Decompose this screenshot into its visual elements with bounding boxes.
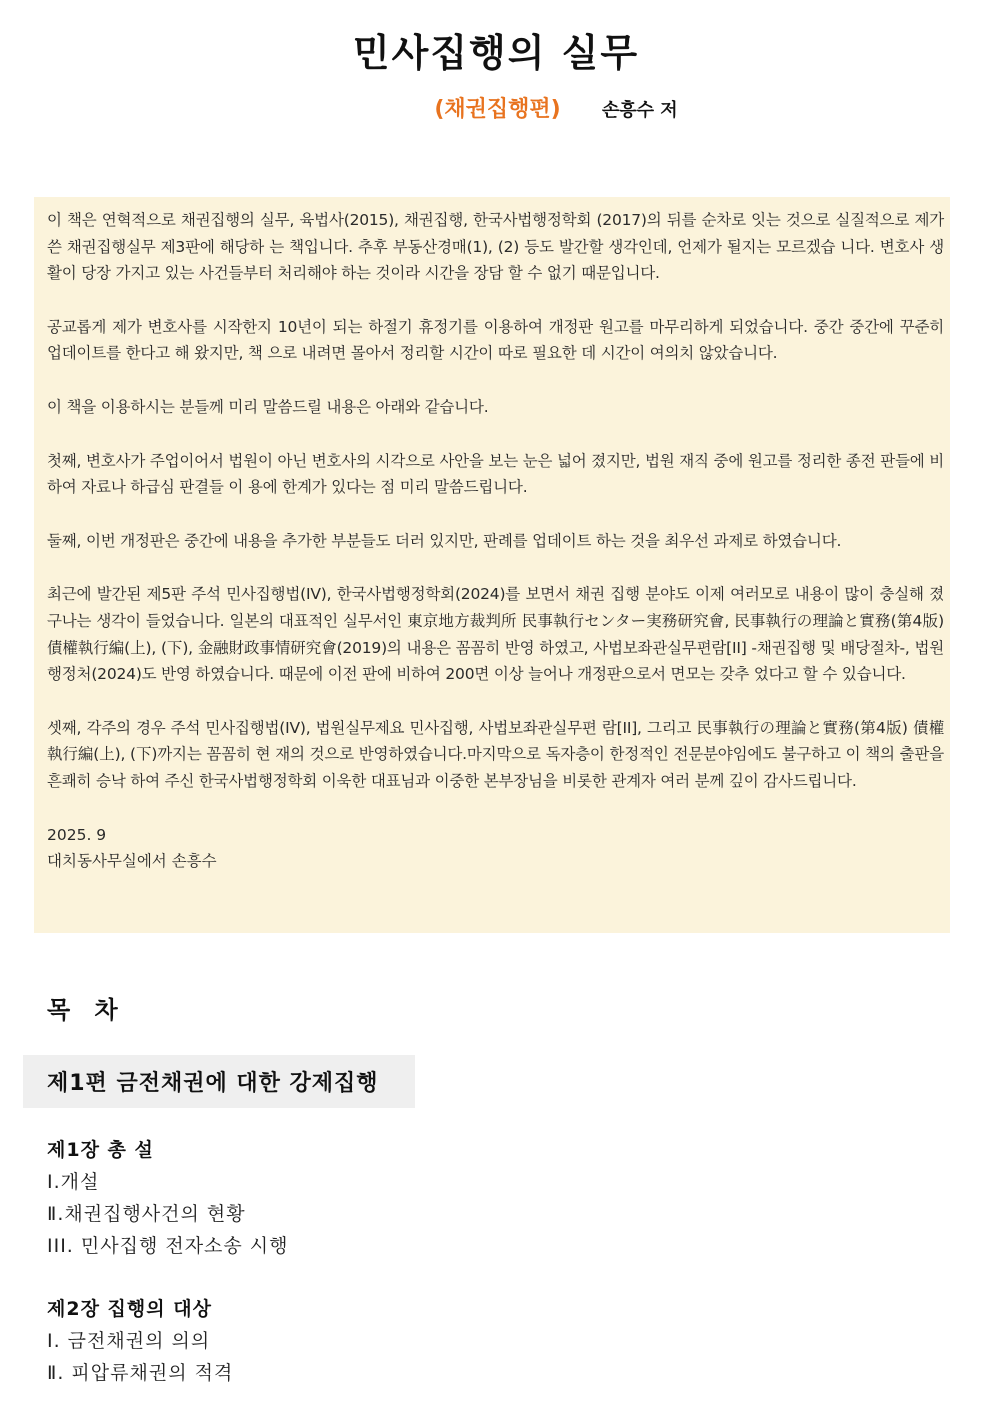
toc-chapter-title[interactable]: 제2장 집행의 대상 [47,1298,212,1320]
preface-paragraph: 셋째, 각주의 경우 주석 민사집행법(IV), 법원실무제요 민사집행, 사법보좌관실무편 람[II], 그리고 民事執行の理論と實務(第4版) 債權執行編(上), (下)까지는 꼼꼼히 현 재의 것으로 반영하였습니다.마지막으로 독자층이 한정적인 전문분야임에도 불구하고 이 책의 출판을 흔쾌히 승낙 하여 주신 한국사법행정학회 이욱한 대표님과 이중한 본부장님을 비롯한 관계자 여러 분께 깊이 감사드립니다. [47,718,944,790]
preface-date: 2025. 9 [47,825,107,844]
toc-section[interactable]: Ⅱ.채권집행사건의 현황 [47,1203,246,1225]
toc-chapter-1 [47,1134,647,1262]
preface-paragraph: 둘째, 이번 개정판은 중간에 내용을 추가한 부분들도 더러 있지만, 판례를 업데이트 하는 것을 최우선 과제로 하였습니다. [47,531,842,550]
toc-part-box [23,1055,415,1108]
toc-section[interactable]: Ⅰ. 금전채권의 의의 [47,1330,211,1352]
toc-chapter-2 [47,1293,647,1389]
toc-part-title[interactable]: 제1편 금전채권에 대한 강제집행 [47,1071,379,1096]
preface-signature: 대치동사무실에서 손흥수 [47,852,217,871]
preface-paragraph: 공교롭게 제가 변호사를 시작한지 10년이 되는 하절기 휴정기를 이용하여 개정판 원고를 마무리하게 되었습니다. 중간 중간에 꾸준히 업데이트를 한다고 해 왔지만, 책 으로 내려면 몰아서 정리할 시간이 따로 필요한 데 시간이 여의치 않았습니다. [47,317,944,363]
toc-heading: 목 차 [47,996,126,1024]
page-title: 민사집행의 실무 [352,31,640,75]
toc-section[interactable]: Ⅱ. 피압류채권의 적격 [47,1362,234,1384]
author-name: 손흥수 저 [601,100,678,121]
preface-box [34,197,950,933]
subtitle-row [0,92,992,123]
toc-section[interactable]: III. 민사집행 전자소송 시행 [47,1235,289,1257]
book-subtitle: (채권집행편) [434,97,561,122]
toc-chapter-title[interactable]: 제1장 총 설 [47,1139,154,1161]
toc-section[interactable]: Ⅰ.개설 [47,1171,100,1193]
preface-paragraph: 첫째, 변호사가 주업이어서 법원이 아닌 변호사의 시각으로 사안을 보는 눈은 넓어 졌지만, 법원 재직 중에 원고를 정리한 종전 판들에 비하여 자료나 하급심 판결들 이 용에 한계가 있다는 점 미리 말씀드립니다. [47,451,945,497]
preface-paragraph: 최근에 발간된 제5판 주석 민사집행법(IV), 한국사법행정학회(2024)를 보면서 채권 집행 분야도 이제 여러모로 내용이 많이 충실해 졌구나는 생각이 들었습니다. 일본의 대표적인 실무서인 東京地方裁判所 民事執行センター実務研究會, 民事執行の理論と實務(第4版) 債權執行編(上), (下), 金融財政事情研究會(2019)의 내용은 꼼꼼히 반영 하였고, 사법보좌관실무편람[II] -채권집행 및 배당절차-, 법원행정처(2024)도 반영 하였습니다. 때문에 이전 판에 비하여 200면 이상 늘어나 개정판으로서 면모는 갖추 었다고 할 수 있습니다. [47,585,944,684]
preface-paragraph: 이 책을 이용하시는 분들께 미리 말씀드릴 내용은 아래와 같습니다. [47,397,489,416]
preface-paragraph: 이 책은 연혁적으로 채권집행의 실무, 육법사(2015), 채권집행, 한국사법행정학회 (2017)의 뒤를 순차로 잇는 것으로 실질적으로 제가 쓴 채권집행실무 제3판에 해당하 는 책입니다. 추후 부동산경매(1), (2) 등도 발간할 생각인데, 언제가 될지는 모르겠습 니다. 변호사 생활이 당장 가지고 있는 사건들부터 처리해야 하는 것이라 시간을 장담 할 수 없기 때문입니다. [47,211,944,283]
